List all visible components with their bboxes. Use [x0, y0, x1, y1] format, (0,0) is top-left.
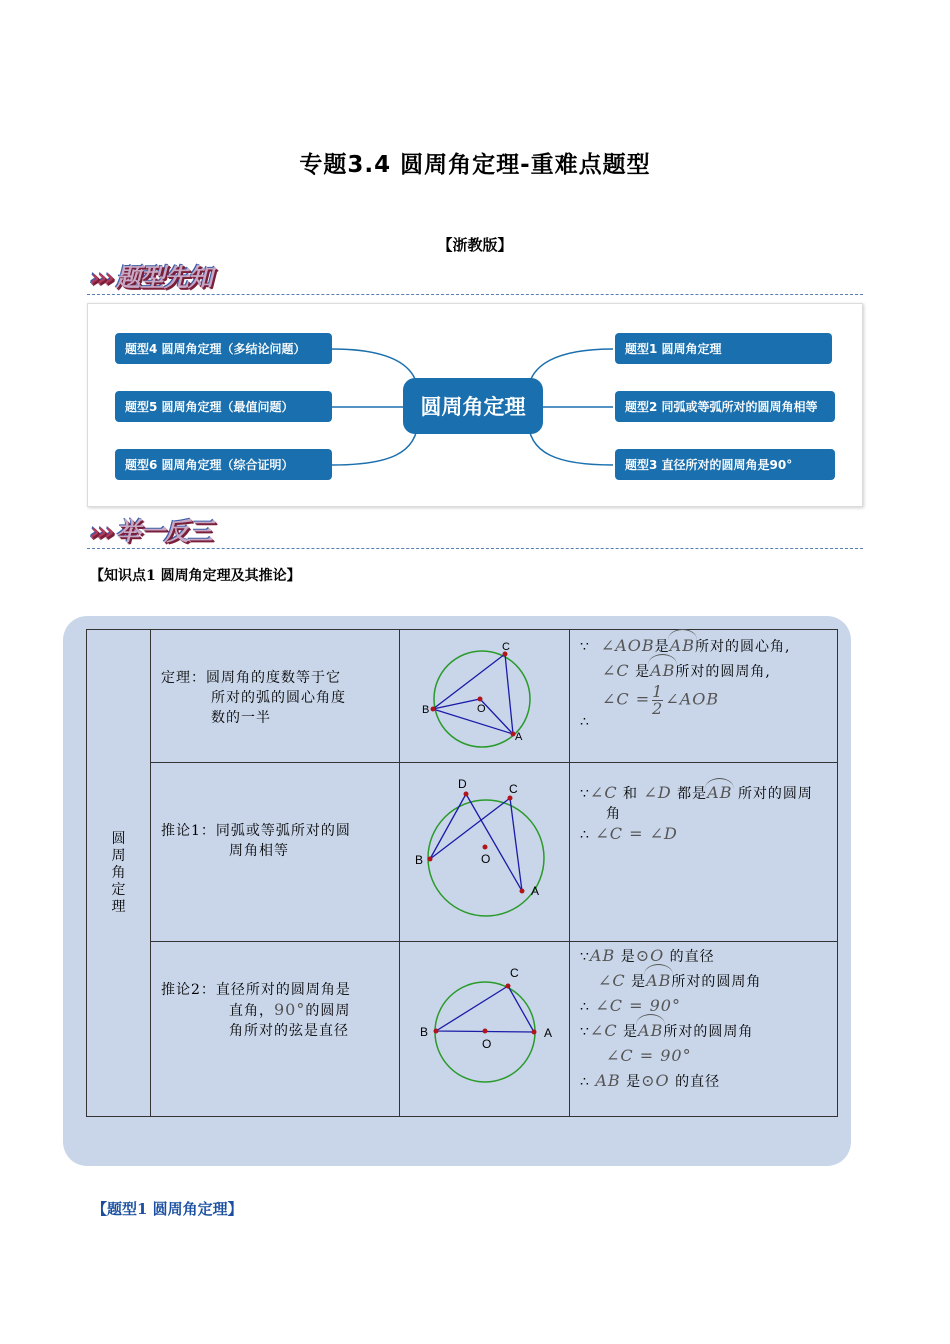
- banner-text: 举一反三: [115, 517, 212, 546]
- banner-text: 题型先知: [115, 263, 212, 292]
- proof-line: [580, 944, 829, 969]
- banner-arrows-icon: ›››: [90, 263, 112, 292]
- corollary2-statement: [151, 942, 400, 1117]
- statement-line: 数的一半: [211, 710, 271, 726]
- proof-line: [580, 1069, 829, 1094]
- math-expr: ∠C: [598, 971, 626, 990]
- page-title: 专题3.4 圆周角定理-重难点题型: [299, 152, 651, 178]
- math-expr: ∠C = ∠D: [595, 824, 678, 843]
- point-label-B: B: [415, 853, 424, 867]
- proof-text: 和: [623, 786, 639, 802]
- therefore-symbol: ∴: [580, 714, 590, 730]
- arc-expr: AB: [646, 969, 671, 993]
- section-banner-practice: [90, 512, 212, 548]
- math-expr: ∠AOB: [600, 636, 655, 655]
- proof-text: 都是: [677, 786, 708, 802]
- arc-expr: AB: [650, 659, 675, 683]
- arc-expr: AB: [707, 783, 733, 802]
- proof-text: 是: [654, 639, 670, 655]
- corollary2-figure: [400, 942, 570, 1117]
- because-symbol: ∵: [580, 639, 590, 655]
- row-header-char: 定: [111, 881, 126, 898]
- proof-line: [580, 659, 829, 684]
- arc-expr: AB: [638, 1019, 663, 1043]
- math-expr: AB: [589, 946, 616, 965]
- mind-map-node-type6: 题型6 圆周角定理（综合证明）: [115, 449, 332, 480]
- point-label-C: C: [502, 641, 510, 653]
- because-symbol: ∵: [580, 786, 590, 802]
- math-expr: ∠AOB: [665, 689, 720, 709]
- because-symbol: ∵: [580, 1024, 590, 1040]
- row-header-char: 周: [111, 847, 126, 864]
- therefore-symbol: ∴: [580, 999, 590, 1015]
- mind-map-node-type4: 题型4 圆周角定理（多结论问题）: [115, 333, 332, 364]
- point-label-O: O: [481, 852, 491, 866]
- point-label-D: D: [458, 777, 467, 791]
- point-label-A: A: [544, 1026, 553, 1040]
- table-row-header: [87, 630, 151, 1117]
- proof-text: 是: [626, 1074, 642, 1090]
- math-expr: ∠D: [643, 783, 672, 802]
- statement-line: 推论2：直径所对的圆周角是: [161, 982, 351, 998]
- mind-map: [87, 303, 863, 507]
- point-label-O: O: [477, 703, 486, 715]
- divider: [87, 294, 863, 295]
- point-label-B: B: [420, 1025, 429, 1039]
- therefore-symbol: ∴: [580, 1074, 590, 1090]
- math-expr: AB: [595, 1071, 621, 1090]
- proof-text: 的直径: [669, 949, 715, 965]
- point-label-C: C: [509, 782, 518, 796]
- proof-line: [580, 1044, 829, 1069]
- corollary1-figure: [400, 763, 570, 942]
- edition-label: 【浙教版】: [437, 236, 513, 254]
- row-header-char: 圆: [111, 830, 126, 847]
- statement-line: 定理：圆周角的度数等于它: [161, 670, 341, 686]
- theorem-statement: [151, 630, 400, 763]
- mind-map-node-type3: 题型3 直径所对的圆周角是90°: [615, 449, 835, 480]
- proof-text: 所对的圆周角: [671, 974, 762, 990]
- math-expr: ∠C = 90°: [595, 996, 681, 1015]
- point-label-B: B: [422, 704, 430, 716]
- proof-line: [580, 824, 829, 845]
- theorem-figure: [400, 630, 570, 763]
- theorem-table: [86, 629, 838, 1117]
- circle-diagram: [400, 942, 569, 1112]
- math-expr: ⊙O: [635, 946, 665, 965]
- mind-map-center: 圆周角定理: [403, 378, 543, 434]
- statement-line: 周角相等: [229, 843, 289, 859]
- statement-text: 直角，: [229, 1003, 274, 1019]
- math-expr: ∠C = 90°: [606, 1046, 692, 1065]
- proof-line: [580, 1019, 829, 1044]
- math-expr: ∠C =: [602, 689, 651, 709]
- theorem-proof: [570, 630, 838, 763]
- statement-line: 推论1：同弧或等弧所对的圆: [161, 823, 351, 839]
- corollary1-statement: [151, 763, 400, 942]
- banner-arrows-icon: ›››: [90, 517, 112, 546]
- proof-text: 所对的圆周角: [663, 1024, 754, 1040]
- mind-map-node-type2: 题型2 同弧或等弧所对的圆周角相等: [615, 391, 835, 422]
- proof-text: 是: [631, 974, 647, 990]
- math-expr: 90°: [274, 1000, 306, 1019]
- circle-diagram: [400, 763, 569, 937]
- proof-text: 是: [623, 1024, 639, 1040]
- point-label-A: A: [531, 884, 540, 898]
- proof-text: 的直径: [675, 1074, 721, 1090]
- point-label-A: A: [515, 731, 523, 743]
- proof-text: 是: [635, 664, 651, 680]
- math-expr: ∠C: [589, 1021, 618, 1040]
- math-expr: ∠C: [589, 783, 618, 802]
- proof-text: 所对的圆周: [737, 786, 813, 802]
- section-banner-preview: [90, 258, 212, 294]
- row-header-char: 角: [111, 864, 126, 881]
- type-heading: 【题型1 圆周角定理】: [92, 1200, 243, 1218]
- knowledge-point-heading: 【知识点1 圆周角定理及其推论】: [90, 568, 301, 584]
- row-header-char: 理: [111, 898, 126, 915]
- corollary1-proof: [570, 763, 838, 942]
- statement-text: 的圆周: [305, 1003, 351, 1019]
- proof-line: [580, 684, 829, 717]
- fraction-numerator: 1: [652, 682, 664, 701]
- because-symbol: ∵: [580, 949, 590, 965]
- proof-line: [580, 783, 829, 804]
- fraction-denominator: 2: [652, 699, 664, 718]
- proof-text: 是: [620, 949, 636, 965]
- divider: [87, 548, 863, 549]
- statement-line: 所对的弧的圆心角度: [211, 690, 346, 706]
- circle-diagram: [400, 630, 569, 758]
- mind-map-node-type1: 题型1 圆周角定理: [615, 333, 832, 364]
- statement-line: 角所对的弦是直径: [229, 1023, 349, 1039]
- therefore-symbol: ∴: [580, 827, 590, 843]
- mind-map-node-type5: 题型5 圆周角定理（最值问题）: [115, 391, 332, 422]
- arc-expr: AB: [670, 634, 695, 658]
- point-label-C: C: [510, 966, 519, 980]
- corollary2-proof: [570, 942, 838, 1117]
- proof-line: [580, 634, 829, 659]
- proof-line: [580, 969, 829, 994]
- statement-line: [161, 1000, 391, 1021]
- math-expr: ⊙O: [641, 1071, 670, 1090]
- proof-text: 所对的圆心角,: [694, 639, 791, 655]
- proof-line: 角: [606, 806, 621, 822]
- point-label-O: O: [482, 1037, 492, 1051]
- proof-text: 所对的圆周角,: [675, 664, 771, 680]
- math-expr: ∠C: [602, 661, 630, 680]
- proof-line: [580, 994, 829, 1019]
- fraction: [652, 684, 663, 717]
